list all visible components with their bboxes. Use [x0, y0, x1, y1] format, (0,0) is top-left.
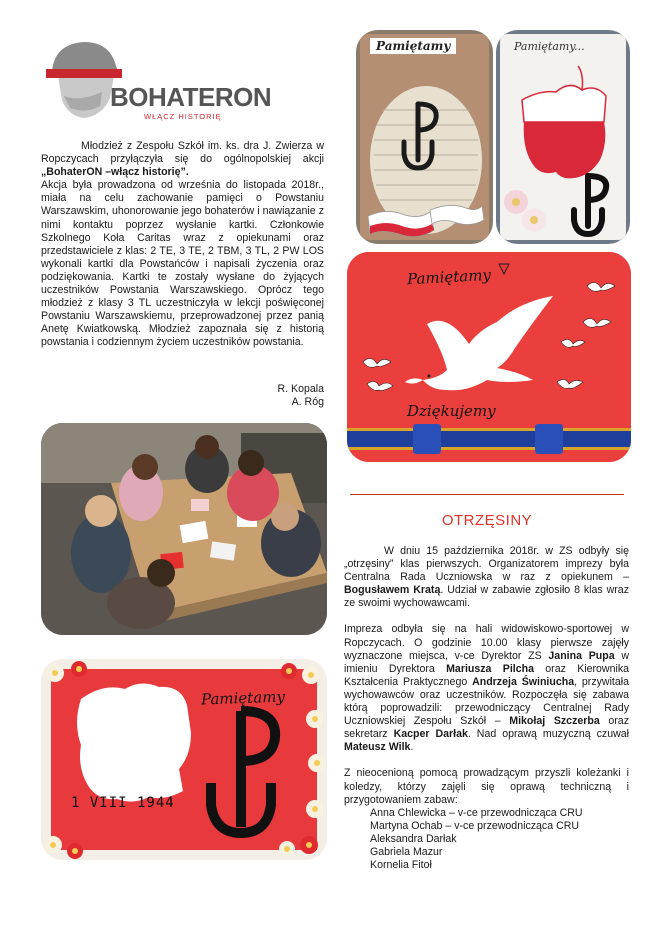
person-name: Bogusławem Kratą [344, 584, 441, 597]
list-item: Kornelia Fitoł [370, 859, 432, 872]
person-name: Mariusza Pilcha [446, 662, 534, 675]
photo-students-making-cards [41, 423, 327, 635]
list-item: Anna Chlewicka – v-ce przewodnicząca CRU [370, 806, 583, 819]
person-name: Kacper Darłak [393, 728, 468, 741]
list-item: Aleksandra Darłak [370, 832, 457, 845]
otrzesiny-paragraph-2: Impreza odbyła się na hali widowiskowo-sportowej w Ropczycach. O godzinie 10.00 klasy pierwsze zajęły wyznaczone miejsca, v-ce Dyrektor ZS Janina Pupa w imieniu Dyrektora Mariusza Pilcha oraz Kierownika Kształcenia Praktycznego Andrzeja Świniucha, przywitała wychowawców oraz uczestników. Rozpoczęła się zabawa którą poprowadzili: przewodniczący Centralnej Rady Uczniowskiej Zespołu Szkół – Mikołaj Szczerba oraz sekretarz Kacper Darłak. Nad oprawą muzyczną czuwał Mateusz Wilk. [344, 623, 630, 754]
card-label-pamietamy: Pamiętamy [370, 38, 456, 54]
otrzesiny-title: OTRZĘSINY [441, 512, 533, 529]
poland-map-white [77, 683, 191, 801]
bohateron-logo [40, 36, 280, 128]
card-label-pamietamy-dots: Pamiętamy... [514, 40, 585, 53]
article-otrzesiny [344, 545, 629, 872]
article-intro: Młodzież z Zespołu Szkół im. ks. dra J. Zwierza w Ropczycach przyłączyła się do ogólnopolskiej akcji [41, 140, 324, 166]
person-name: Janina Pupa [548, 649, 615, 662]
list-item: Gabriela Mazur [370, 845, 443, 858]
card-label-dziekujemy: Dziękujemy [407, 402, 496, 420]
card-photo-1944 [41, 659, 327, 860]
person-name: Mateusz Wilk [344, 741, 411, 754]
card-photo-pamietamy-anchor [356, 30, 493, 244]
logo-name: BOHATERON [110, 82, 272, 112]
signature-author-2: A. Róg [291, 396, 324, 409]
person-name: Mikołaj Szczerba [509, 715, 600, 728]
card-label-pamietamy-big: Pamiętamy [200, 687, 286, 709]
signature [200, 383, 324, 409]
card-label-date: 1 VIII 1944 [71, 795, 175, 811]
person-name: Andrzeja Świniucha [472, 675, 575, 688]
logo-tagline: WŁĄCZ HISTORIĘ [144, 112, 222, 121]
card-photo-dove [347, 252, 631, 462]
otrzesiny-paragraph-1: W dniu 15 października 2018r. w ZS odbyły się „otrzęsiny” klas pierwszych. Organizatorem imprezy była Centralna Rada Uczniowska w raz z opiekunem – Bogusławem Kratą. Udział w zabawie zgłosiło 8 klas wraz ze swoimi wychowawcami. [344, 545, 630, 610]
article-body: Akcja była prowadzona od września do listopada 2018r., miała na celu zachowanie pamięci o Powstaniu Warszawskim, uhonorowanie jego bohaterów i nawiązanie z nimi kontaktu poprzez wysłanie kartki. Członkowie Szkolnego Koła Caritas wraz z opiekunami oraz przedstawiciele z klas: 2 TE, 3 TE, 2 TBM, 3 TL, 2 PW LOS wykonali kartki dla Powstańców i napisali życzenia oraz podziękowania. Kartki te zostały wysłane do żyjących uczestników Powstania Warszawskiego. Oprócz tego młodzież z klasy 3 TL uczestniczyła w lekcji poświęconej Powstaniu Warszawskiemu, przeprowadzonej przez panią Anetę Kwiatkowską. Młodzież zapoznała się z historią powstania i codziennym życiem uczestników powstania. [41, 179, 324, 349]
otrzesiny-paragraph-3: Z nieocenioną pomocą prowadzącym przyszli koleżanki i koledzy, którzy zajęli się oprawą techniczną i przygotowaniem zabaw: [344, 767, 629, 806]
blue-ribbon [347, 428, 631, 450]
card-photo-pamietamy-map [496, 30, 630, 244]
article-bohateron [41, 140, 324, 350]
signature-author-1: R. Kopala [277, 383, 324, 395]
list-item: Martyna Ochab – v-ce przewodnicząca CRU [370, 819, 580, 832]
card-label-pamietamy-dove: Pamiętamy [406, 265, 492, 289]
helpers-list [344, 807, 629, 872]
section-divider [350, 494, 624, 495]
campaign-name: „BohaterON –włącz historię”. [41, 166, 189, 179]
